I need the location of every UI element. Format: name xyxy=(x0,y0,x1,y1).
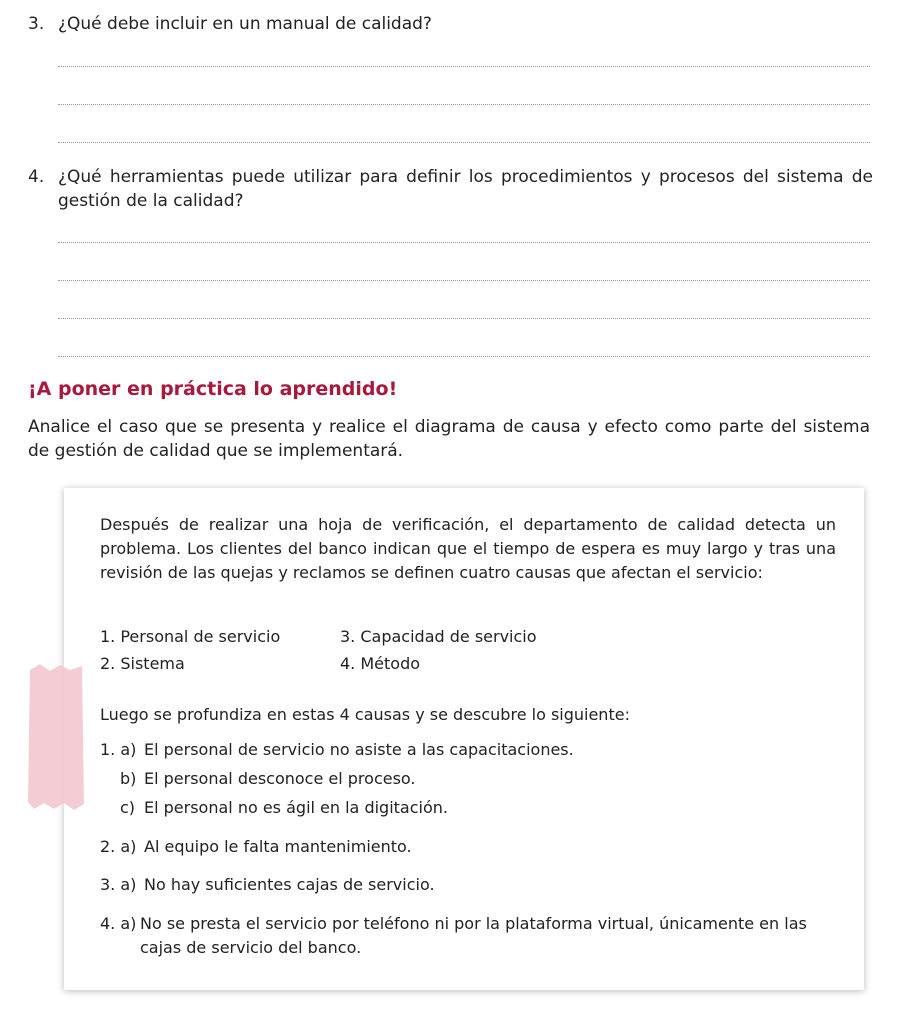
answer-line[interactable] xyxy=(58,280,870,281)
cause-item: 4. Método xyxy=(340,654,421,673)
followup-text: Luego se profundiza en estas 4 causas y se descubre lo siguiente: xyxy=(100,705,630,724)
answer-line[interactable] xyxy=(58,104,870,105)
detail-label: 4. a) xyxy=(100,914,137,933)
question-number: 3. xyxy=(28,14,45,34)
detail-text: El personal desconoce el proceso. xyxy=(144,769,416,788)
answer-line[interactable] xyxy=(58,242,870,243)
answer-line[interactable] xyxy=(58,66,870,67)
cause-item: 2. Sistema xyxy=(100,654,185,673)
section-intro: Analice el caso que se presenta y realice el diagrama de causa y efecto como parte del sistema de gestión de calidad que se implementará. xyxy=(28,417,870,461)
question-3 xyxy=(28,12,432,36)
answer-line[interactable] xyxy=(58,356,870,357)
detail-label: 2. a) xyxy=(100,837,137,856)
detail-item xyxy=(100,912,840,960)
cause-item: 1. Personal de servicio xyxy=(100,627,281,646)
detail-text: El personal no es ágil en la digitación. xyxy=(144,798,448,817)
section-heading: ¡A poner en práctica lo aprendido! xyxy=(28,378,398,400)
case-paragraph: Después de realizar una hoja de verificación, el departamento de calidad detecta un problema. Los clientes del banco indican que el tiempo de espera es muy largo y tras una revisión de las quejas y reclamos se definen cuatro causas que afectan el servicio: xyxy=(100,515,836,582)
question-text: ¿Qué debe incluir en un manual de calidad? xyxy=(58,14,432,34)
detail-text: No hay suficientes cajas de servicio. xyxy=(144,875,435,894)
detail-item xyxy=(100,835,412,859)
detail-text: El personal de servicio no asiste a las capacitaciones. xyxy=(144,740,574,759)
tape-decoration xyxy=(26,662,86,812)
detail-label: b) xyxy=(120,769,137,788)
detail-text: No se presta el servicio por teléfono ni por la plataforma virtual, únicamente en las cajas de servicio del banco. xyxy=(140,914,807,957)
detail-label: 1. a) xyxy=(100,740,137,759)
answer-line[interactable] xyxy=(58,142,870,143)
detail-item xyxy=(120,796,448,820)
question-4 xyxy=(28,165,873,213)
detail-label: 3. a) xyxy=(100,875,137,894)
detail-text: Al equipo le falta mantenimiento. xyxy=(144,837,412,856)
detail-label: c) xyxy=(120,798,136,817)
answer-line[interactable] xyxy=(58,318,870,319)
detail-item xyxy=(100,873,435,897)
question-number: 4. xyxy=(28,167,45,187)
question-text: ¿Qué herramientas puede utilizar para definir los procedimientos y procesos del sistema de gestión de la calidad? xyxy=(58,167,873,211)
detail-item xyxy=(100,738,574,762)
detail-item xyxy=(120,767,416,791)
cause-item: 3. Capacidad de servicio xyxy=(340,627,537,646)
